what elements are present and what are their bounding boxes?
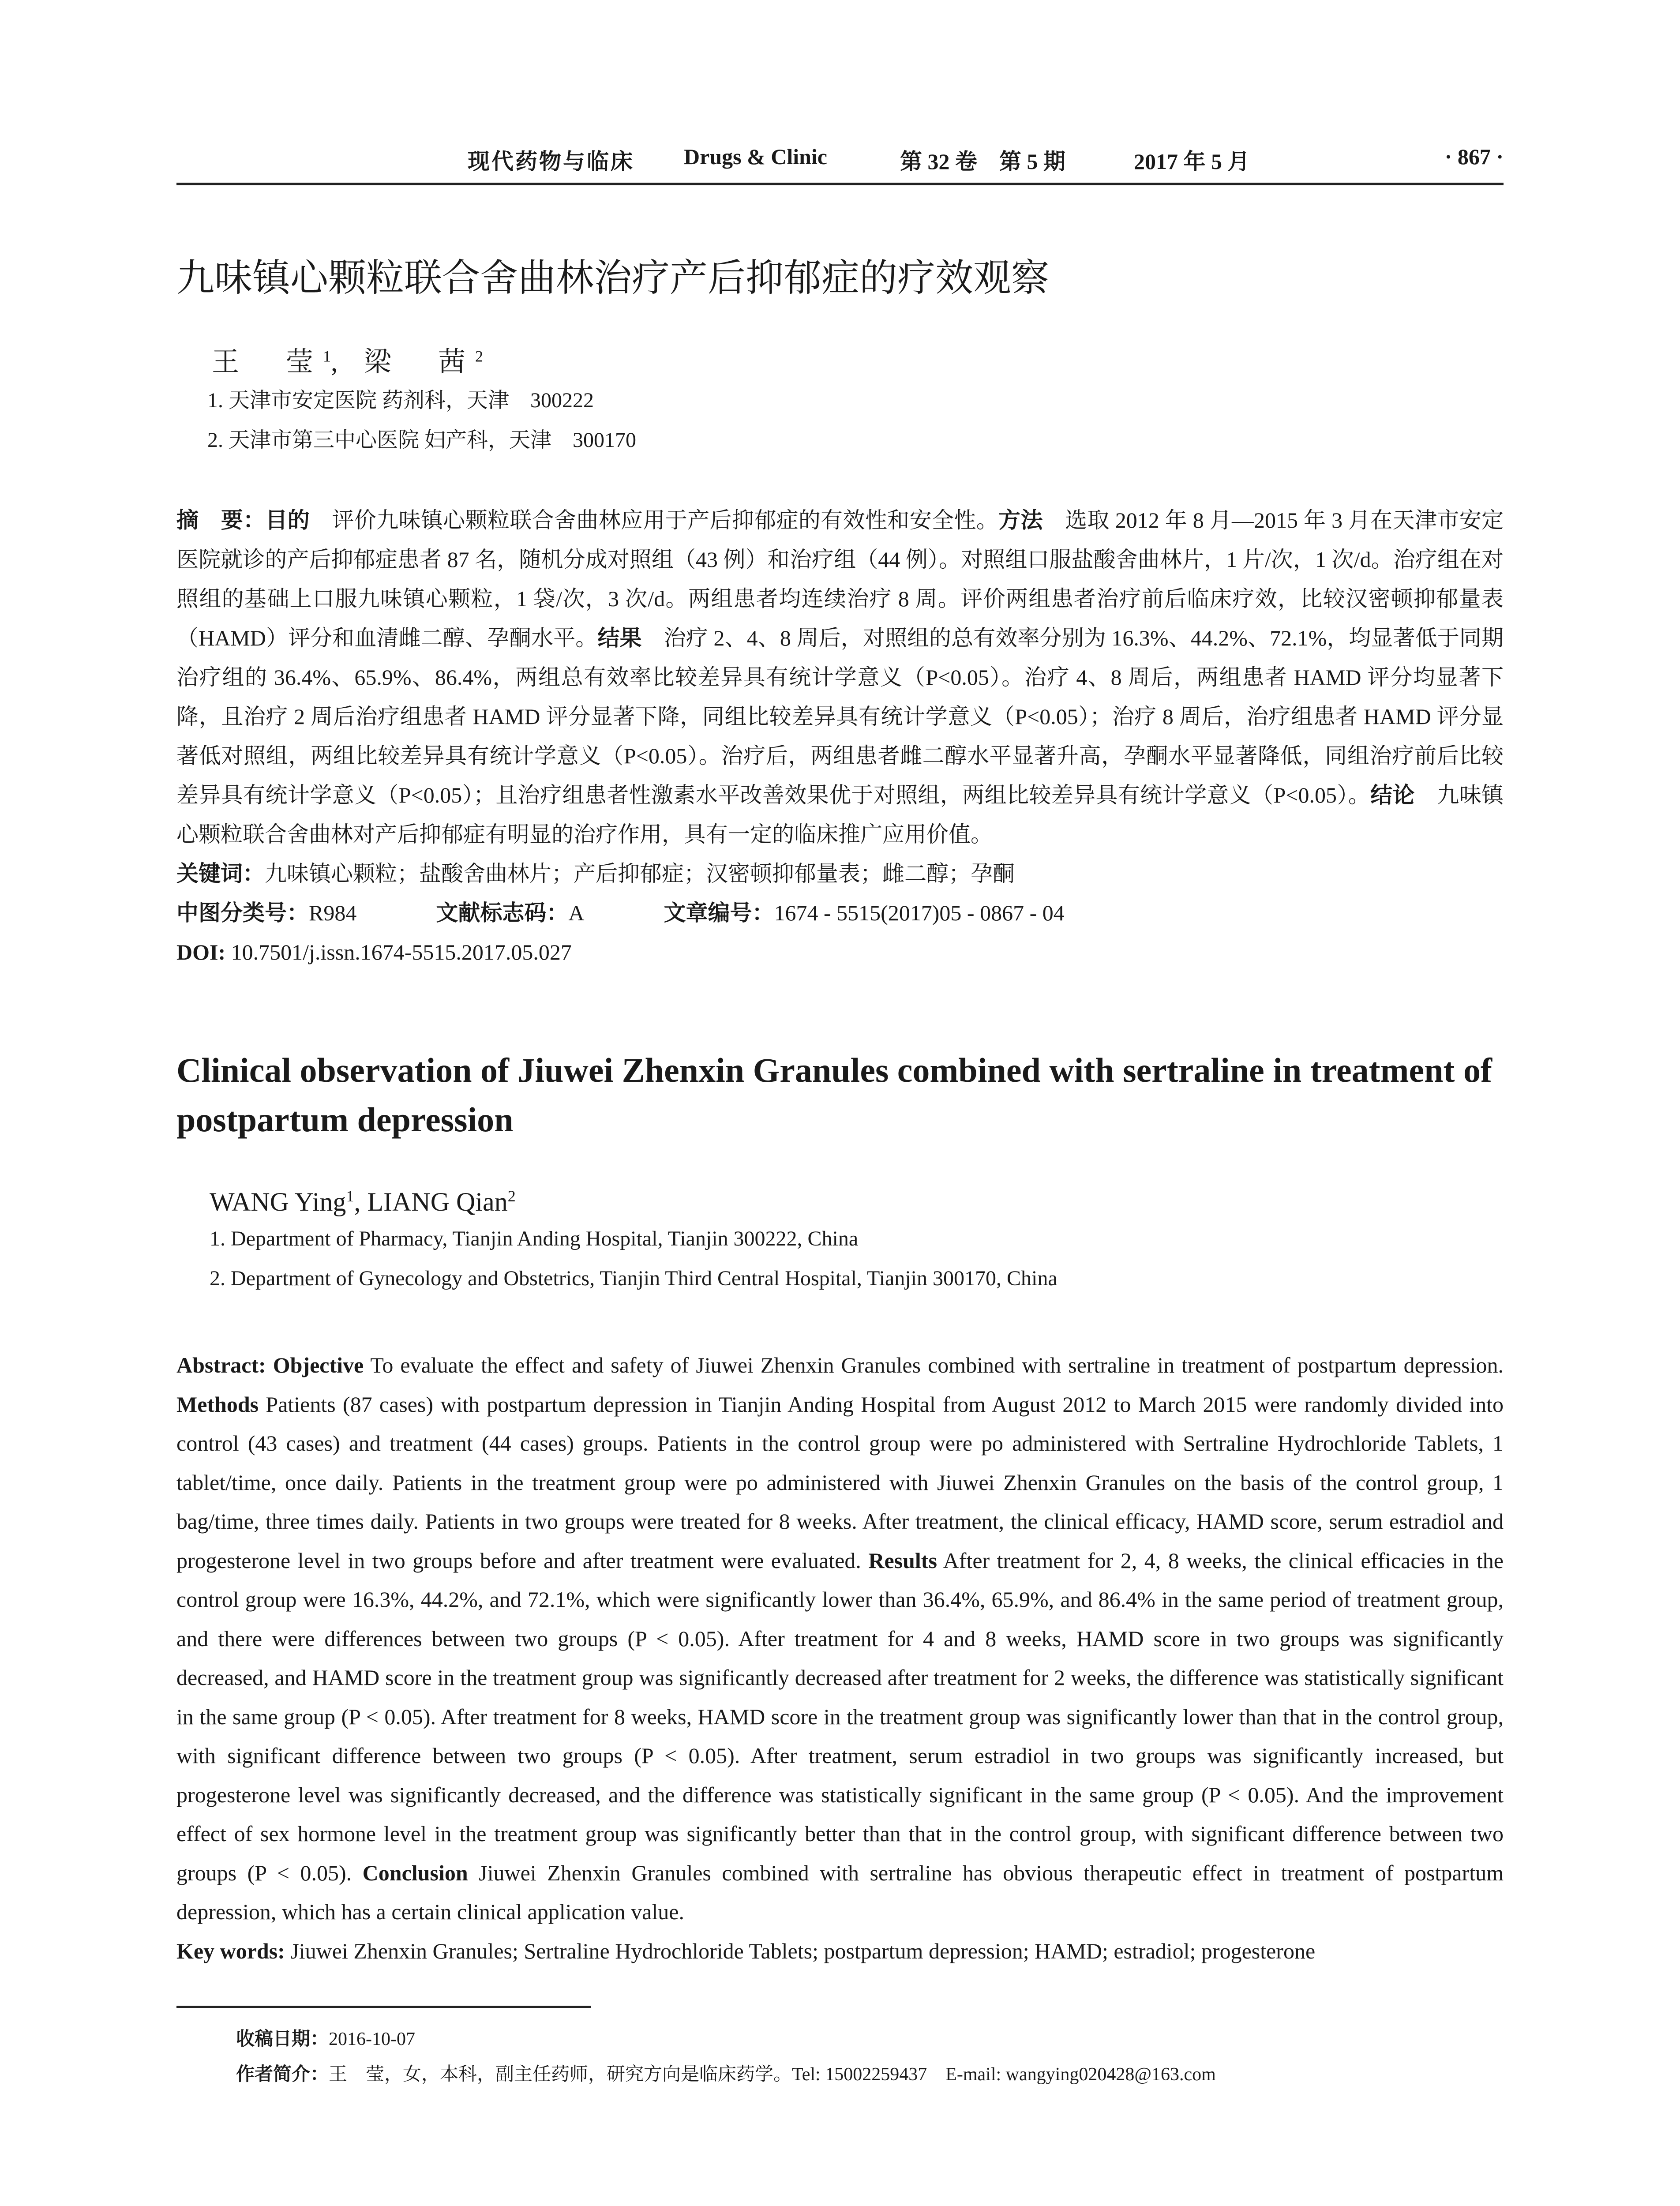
author-separator: , — [331, 347, 364, 377]
author-1-affil-mark: 1 — [323, 347, 331, 365]
classification-line — [176, 893, 1504, 933]
affiliation-1-en: 1. Department of Pharmacy, Tianjin Anding Hospital, Tianjin 300222, China — [210, 1227, 859, 1250]
keywords-en — [176, 1932, 1504, 1971]
methods-text-en: Patients (87 cases) with postpartum depression in Tianjin Anding Hospital from August 2012 to March 2015 were randomly divided into control (43 cases) and treatment (44 cases) groups. Patients in the control group were po administered with Sertraline Hydrochloride Tablets, 1 tablet/time, once daily. Patients in the treatment group were po administered with Jiuwei Zhenxin Granules on the basis of the control group, 1 bag/time, three times daily. Patients in two groups were treated for 8 weeks. After treatment, the clinical efficacy, HAMD score, serum estradiol and progesterone level in two groups before and after treatment were evaluated. — [176, 1392, 1504, 1573]
objective-label-cn: 目的 — [265, 507, 310, 533]
clc-value: R984 — [309, 900, 357, 925]
author-separator-en: , — [354, 1187, 368, 1216]
abstract-label-en: Abstract: Objective — [176, 1353, 364, 1377]
doc-code-value: A — [568, 900, 585, 925]
keywords-cn — [176, 854, 1504, 893]
keywords-label-cn: 关键词： — [176, 861, 265, 886]
abstract-en-body — [176, 1346, 1504, 1932]
results-label-cn: 结果 — [597, 625, 642, 651]
journal-name-cn: 现代药物与临床 — [468, 149, 634, 174]
footnote-author-bio — [236, 2060, 1216, 2086]
methods-label-cn: 方法 — [998, 507, 1043, 533]
author-bio-label: 作者简介： — [236, 2063, 329, 2085]
author-1-cn: 王 莹 — [212, 347, 323, 377]
objective-text-en: To evaluate the effect and safety of Jiuwei Zhenxin Granules combined with sertraline in treatment of postpartum depression. — [364, 1353, 1504, 1377]
objective-text-cn: 评价九味镇心颗粒联合舍曲林应用于产后抑郁症的有效性和安全性。 — [310, 508, 999, 533]
abstract-cn-body — [176, 501, 1504, 854]
results-text-cn: 治疗 2、4、8 周后，对照组的总有效率分别为 16.3%、44.2%、72.1%，均显著低于同期治疗组的 36.4%、65.9%、86.4%，两组总有效率比较差异具有统计学意义（P<0.05）。治疗 4、8 周后，两组患者 HAMD 评分均显著下降，且治疗 2 周后治疗组患者 HAMD 评分显著下降，同组比较差异具有统计学意义（P<0.05）；治疗 8 周后，治疗组患者 HAMD 评分显著低对照组，两组比较差异具有统计学意义（P<0.05）。治疗后，两组患者雌二醇水平显著升高，孕酮水平显著降低，同组治疗前后比较差异具有统计学意义（P<0.05）；且治疗组患者性激素水平改善效果优于对照组，两组比较差异具有统计学意义（P<0.05）。 — [176, 626, 1504, 807]
author-2-cn: 梁 茜 — [364, 347, 476, 377]
author-1-en: WANG Ying — [210, 1187, 346, 1216]
running-header — [176, 140, 1504, 185]
received-label: 收稿日期： — [236, 2028, 329, 2049]
keywords-text-cn: 九味镇心颗粒；盐酸舍曲林片；产后抑郁症；汉密顿抑郁量表；雌二醇；孕酮 — [265, 861, 1015, 886]
issue-date: 2017 年 5 月 — [1134, 149, 1250, 174]
conclusion-text-en: Jiuwei Zhenxin Granules combined with sertraline has obvious therapeutic effect in treatment of postpartum depression, which has a certain clinical application value. — [176, 1860, 1504, 1924]
clc-label: 中图分类号： — [176, 900, 309, 926]
author-bio-text: 王 莹，女，本科，副主任药师，研究方向是临床药学。Tel: 15002259437 E-mail: wangying020428@163.com — [329, 2064, 1216, 2085]
received-date: 2016-10-07 — [329, 2029, 415, 2049]
author-1-affil-mark-en: 1 — [346, 1187, 354, 1205]
abstract-cn — [176, 501, 1504, 972]
journal-name-en: Drugs & Clinic — [684, 144, 827, 169]
doi-line — [176, 933, 1504, 972]
conclusion-label-cn: 结论 — [1370, 782, 1415, 808]
footnote-received — [236, 2024, 415, 2051]
title-cn: 九味镇心颗粒联合舍曲林治疗产后抑郁症的疗效观察 — [176, 256, 1049, 300]
article-no-label: 文章编号： — [664, 900, 774, 926]
affiliation-2-cn: 2. 天津市第三中心医院 妇产科，天津 300170 — [207, 428, 637, 452]
methods-text-cn: 选取 2012 年 8 月—2015 年 3 月在天津市安定医院就诊的产后抑郁症患者 87 名，随机分成对照组（43 例）和治疗组（44 例）。对照组口服盐酸舍曲林片，1 片/次，1 次/d。治疗组在对照组的基础上口服九味镇心颗粒，1 袋/次，3 次/d。两组患者均连续治疗 8 周。评价两组患者治疗前后临床疗效，比较汉密顿抑郁量表（HAMD）评分和血清雌二醇、孕酮水平。 — [176, 508, 1504, 650]
results-label-en: Results — [868, 1548, 937, 1573]
author-2-affil-mark: 2 — [475, 347, 484, 365]
authors-cn — [212, 340, 483, 379]
doi-value: 10.7501/j.issn.1674-5515.2017.05.027 — [225, 940, 572, 964]
abstract-label-cn: 摘 要： — [176, 507, 266, 533]
doi-label: DOI: — [176, 940, 226, 964]
affiliation-2-en: 2. Department of Gynecology and Obstetrics, Tianjin Third Central Hospital, Tianjin 300170, China — [210, 1267, 1058, 1290]
footnote-rule — [176, 2006, 591, 2008]
authors-en — [210, 1187, 516, 1217]
conclusion-text-cn: 九味镇心颗粒联合舍曲林对产后抑郁症有明显的治疗作用，具有一定的临床推广应用价值。 — [176, 783, 1504, 847]
title-en: Clinical observation of Jiuwei Zhenxin Granules combined with sertraline in treatment of postpartum depression — [176, 1051, 1492, 1139]
conclusion-label-en: Conclusion — [362, 1860, 468, 1885]
page-number: · 867 · — [1444, 144, 1504, 169]
keywords-label-en: Key words: — [176, 1938, 285, 1963]
methods-label-en: Methods — [176, 1392, 259, 1417]
abstract-en — [176, 1346, 1504, 1970]
author-2-affil-mark-en: 2 — [507, 1187, 516, 1205]
keywords-text-en: Jiuwei Zhenxin Granules; Sertraline Hydrochloride Tablets; postpartum depression; HAMD; estradiol; progesterone — [285, 1938, 1316, 1963]
doc-code-label: 文献标志码： — [436, 900, 569, 926]
article-no-value: 1674 - 5515(2017)05 - 0867 - 04 — [774, 900, 1065, 925]
volume-issue: 第 32 卷 第 5 期 — [900, 149, 1065, 174]
author-2-en: LIANG Qian — [367, 1187, 508, 1216]
results-text-en: After treatment for 2, 4, 8 weeks, the clinical efficacies in the control group were 16.3%, 44.2%, and 72.1%, which were significantly lower than 36.4%, 65.9%, and 86.4% in the same period of treatment group, and there were differences between two groups (P < 0.05). After treatment for 4 and 8 weeks, HAMD score in two groups was significantly decreased, and HAMD score in the treatment group was significantly decreased after treatment for 2 weeks, the difference was statistically significant in the same group (P < 0.05). After treatment for 8 weeks, HAMD score in the treatment group was significantly lower than that in the control group, with significant difference between two groups (P < 0.05). After treatment, serum estradiol in two groups was significantly increased, but progesterone level was significantly decreased, and the difference was statistically significant in the same group (P < 0.05). And the improvement effect of sex hormone level in the treatment group was significantly better than that in the control group, with significant difference between two groups (P < 0.05). — [176, 1548, 1504, 1885]
affiliation-1-cn: 1. 天津市安定医院 药剂科，天津 300222 — [207, 389, 594, 412]
